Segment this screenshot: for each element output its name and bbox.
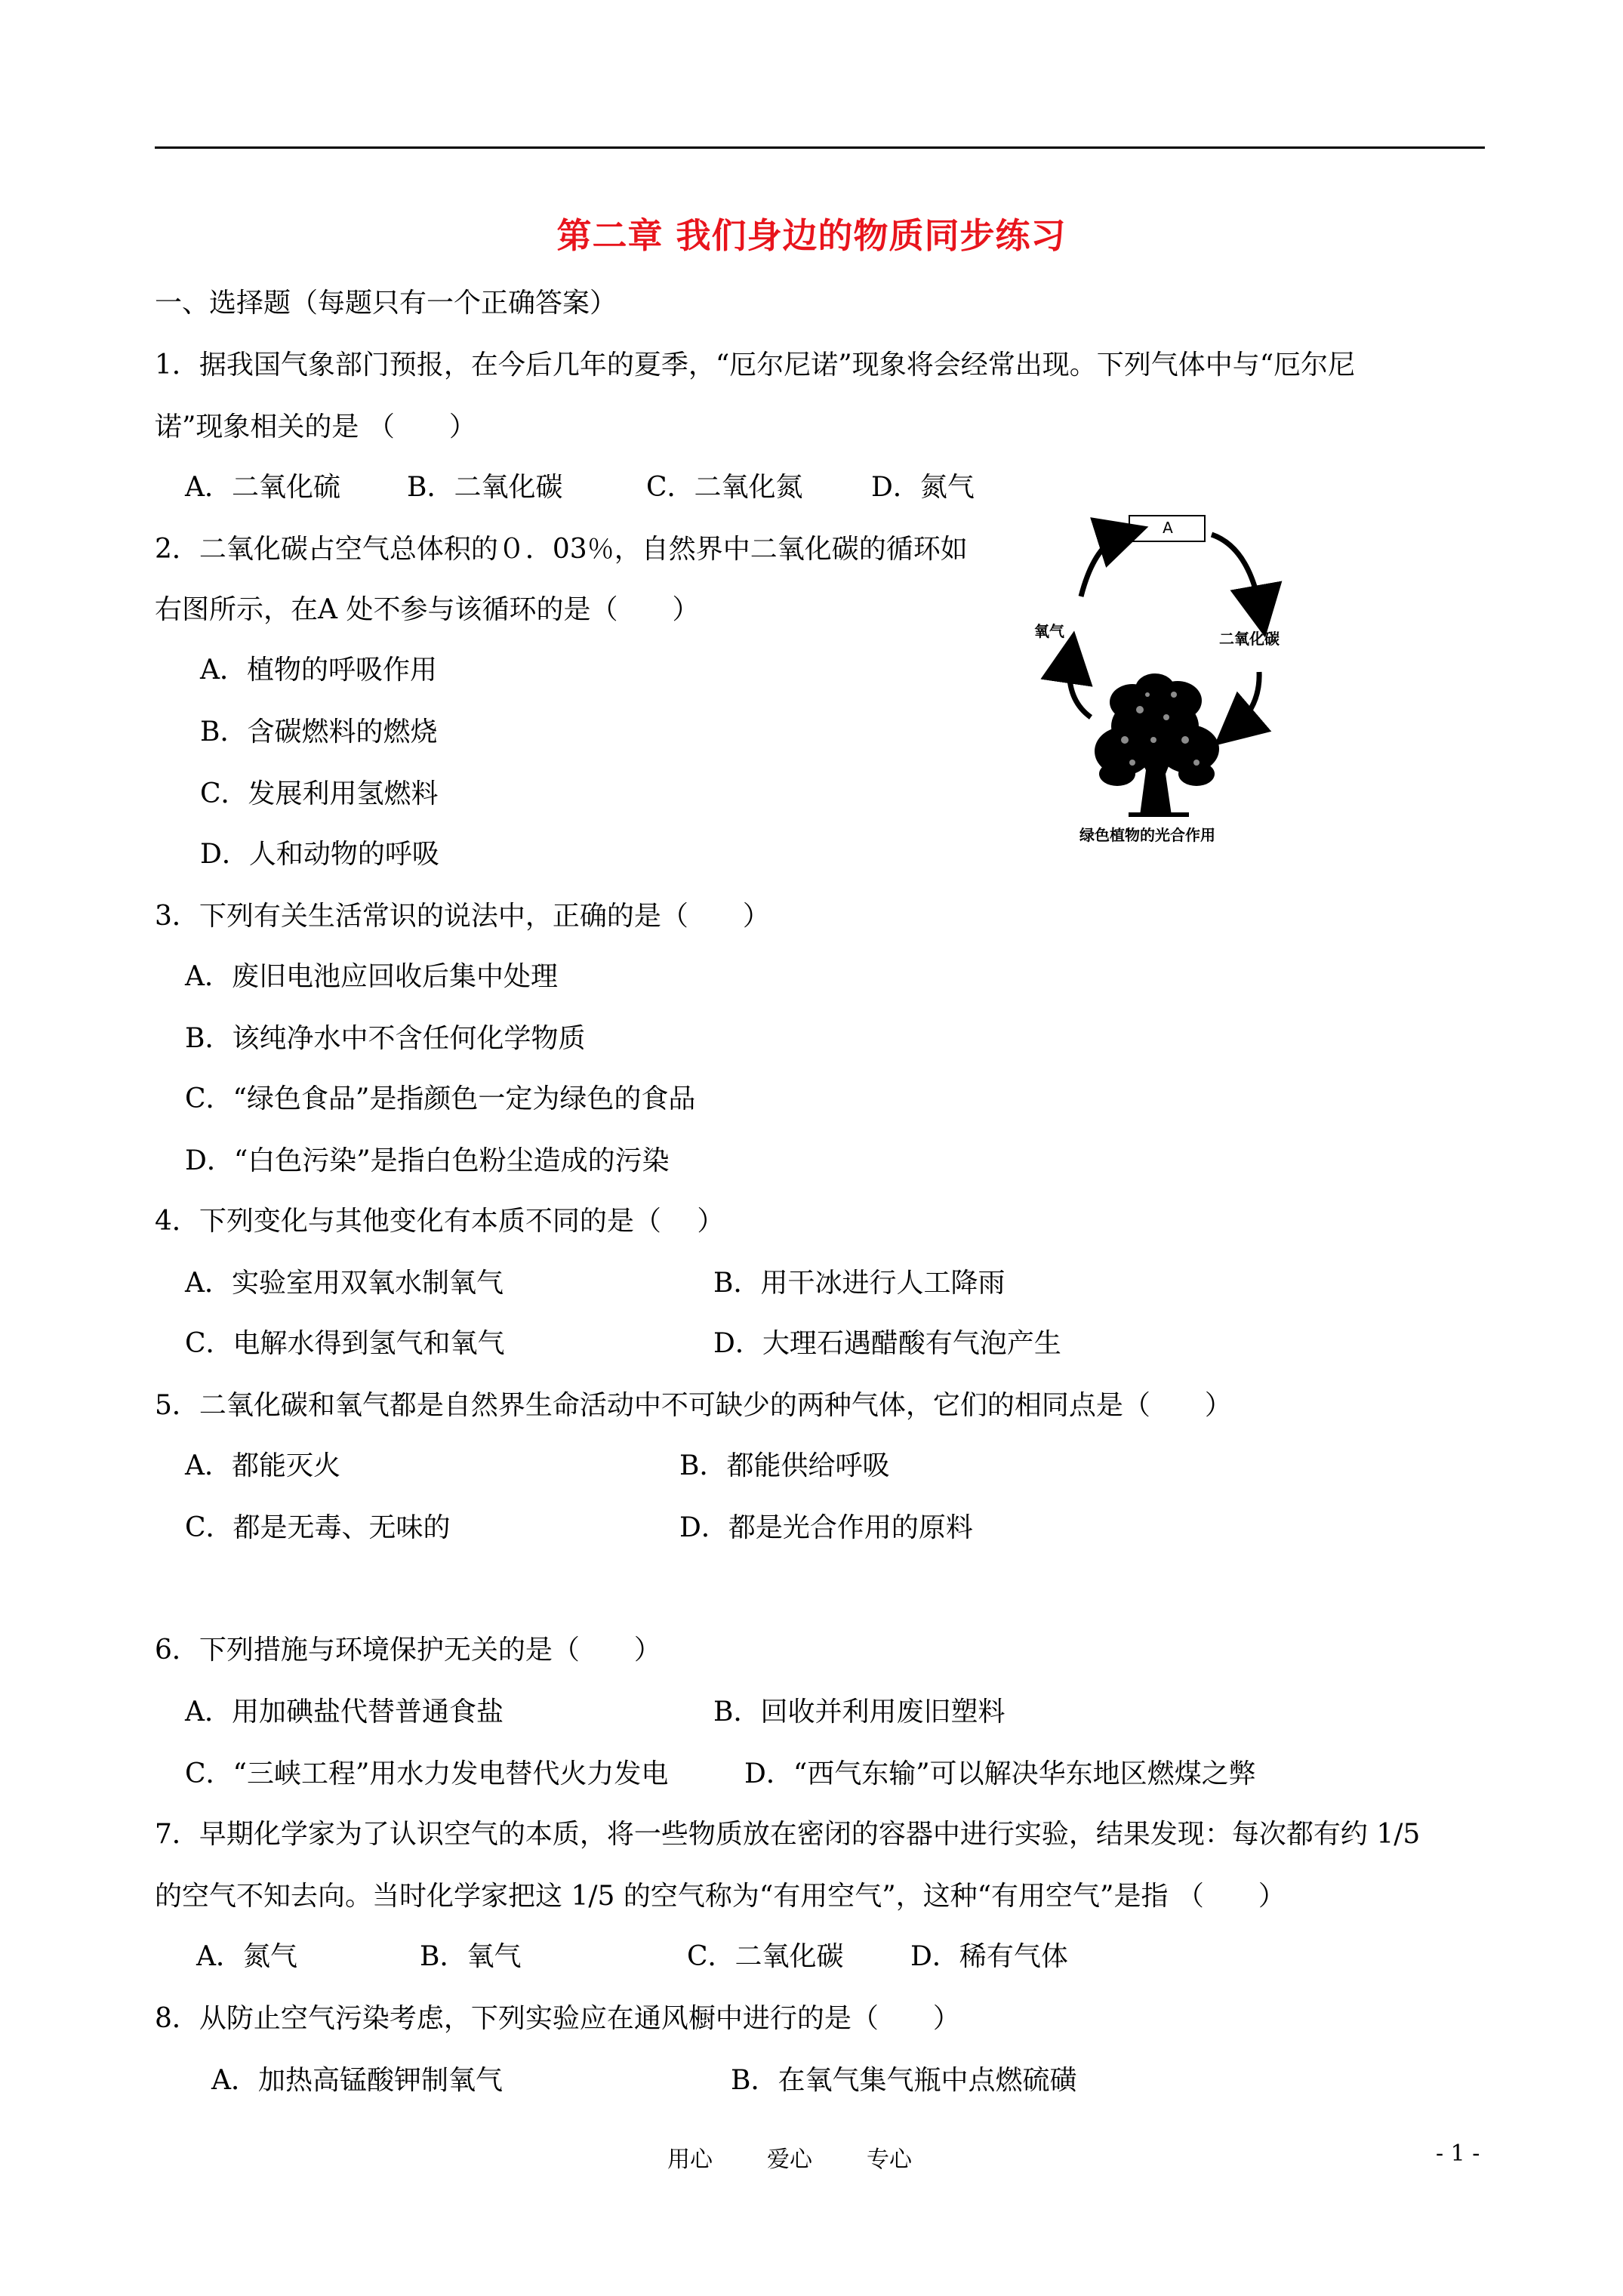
question-3-stem: 3．下列有关生活常识的说法中，正确的是（ ） bbox=[155, 901, 770, 932]
box-a-label: A bbox=[1163, 519, 1173, 537]
arrow-oxygen-to-a bbox=[1081, 535, 1123, 596]
question-5-stem: 5．二氧化碳和氧气都是自然界生命活动中不可缺少的两种气体，它们的相同点是（ ） bbox=[155, 1390, 1232, 1421]
section-heading: 一、选择题（每题只有一个正确答案） bbox=[155, 288, 617, 319]
footer-right: 专心 bbox=[867, 2147, 912, 2173]
page-number: - 1 - bbox=[1436, 2140, 1480, 2167]
arrow-co2-to-plant bbox=[1234, 672, 1259, 729]
question-8-option-a: A．加热高锰酸钾制氧气 bbox=[211, 2065, 503, 2096]
question-1-stem-line-1: 1．据我国气象部门预报，在今后几年的夏季，“厄尔尼诺”现象将会经常出现。下列气体中与“厄尔尼 bbox=[155, 350, 1356, 381]
question-3-option-d: D．“白色污染”是指白色粉尘造成的污染 bbox=[185, 1145, 670, 1176]
question-7-stem-line-2: 的空气不知去向。当时化学家把这 1/5 的空气称为“有用空气”，这种“有用空气”是指 （ ） bbox=[155, 1881, 1286, 1912]
question-4-option-c: C．电解水得到氢气和氧气 bbox=[185, 1328, 505, 1359]
question-6-option-b: B．回收并利用废旧塑料 bbox=[713, 1697, 1006, 1727]
question-1-option-b: B．二氧化碳 bbox=[407, 472, 563, 503]
footer-middle: 爱心 bbox=[767, 2147, 812, 2173]
question-5-option-d: D．都是光合作用的原料 bbox=[679, 1512, 973, 1543]
question-5-option-a: A．都能灭火 bbox=[185, 1450, 340, 1481]
question-2-option-b: B．含碳燃料的燃烧 bbox=[200, 717, 438, 747]
question-3-option-a: A．废旧电池应回收后集中处理 bbox=[185, 961, 558, 992]
question-8-stem: 8．从防止空气污染考虑，下列实验应在通风橱中进行的是（ ） bbox=[155, 2003, 960, 2034]
question-3-option-b: B．该纯净水中不含任何化学物质 bbox=[185, 1023, 586, 1054]
question-4-option-d: D．大理石遇醋酸有气泡产生 bbox=[713, 1328, 1061, 1359]
page-title: 第二章 我们身边的物质同步练习 bbox=[556, 215, 1067, 256]
question-2-option-a: A．植物的呼吸作用 bbox=[200, 655, 437, 686]
arrow-plant-to-oxygen bbox=[1070, 657, 1091, 717]
question-1-option-a: A．二氧化硫 bbox=[185, 472, 340, 503]
question-8-option-b: B．在氧气集气瓶中点燃硫磺 bbox=[731, 2065, 1077, 2096]
question-1-option-d: D．氮气 bbox=[871, 472, 975, 503]
question-7-option-c: C．二氧化碳 bbox=[687, 1941, 844, 1972]
diagram-caption: 绿色植物的光合作用 bbox=[1079, 826, 1215, 844]
oxygen-label: 氧气 bbox=[1034, 622, 1064, 640]
question-7-option-b: B．氧气 bbox=[420, 1941, 522, 1972]
arrow-a-to-co2 bbox=[1212, 535, 1261, 612]
question-4-stem: 4．下列变化与其他变化有本质不同的是（ ） bbox=[155, 1206, 725, 1237]
question-6-option-c: C．“三峡工程”用水力发电替代火力发电 bbox=[185, 1758, 669, 1789]
question-1-stem-line-2: 诺”现象相关的是 （ ） bbox=[155, 411, 476, 442]
question-7-option-d: D．稀有气体 bbox=[910, 1941, 1068, 1972]
question-4-option-a: A．实验室用双氧水制氧气 bbox=[185, 1268, 504, 1299]
question-7-stem-line-1: 7．早期化学家为了认识空气的本质，将一些物质放在密闭的容器中进行实验，结果发现：每次都有约 1/5 bbox=[155, 1819, 1421, 1850]
question-7-option-a: A．氮气 bbox=[196, 1941, 297, 1972]
question-6-option-d: D．“西气东输”可以解决华东地区燃煤之弊 bbox=[744, 1758, 1256, 1789]
co2-label: 二氧化碳 bbox=[1219, 630, 1280, 648]
question-2-option-d: D．人和动物的呼吸 bbox=[200, 839, 439, 870]
header-rule bbox=[155, 146, 1485, 149]
carbon-cycle-diagram bbox=[1034, 513, 1283, 846]
question-5-option-c: C．都是无毒、无味的 bbox=[185, 1512, 451, 1543]
question-1-option-c: C．二氧化氮 bbox=[646, 472, 803, 503]
question-4-option-b: B．用干冰进行人工降雨 bbox=[713, 1268, 1006, 1299]
question-5-option-b: B．都能供给呼吸 bbox=[679, 1450, 890, 1481]
question-2-stem-line-1: 2．二氧化碳占空气总体积的０．03％，自然界中二氧化碳的循环如 bbox=[155, 534, 968, 565]
tree-icon bbox=[1095, 673, 1219, 817]
question-3-option-c: C．“绿色食品”是指颜色一定为绿色的食品 bbox=[185, 1083, 696, 1114]
question-2-stem-line-2: 右图所示，在A 处不参与该循环的是（ ） bbox=[155, 594, 700, 625]
question-6-stem: 6．下列措施与环境保护无关的是（ ） bbox=[155, 1635, 661, 1666]
footer-left: 用心 bbox=[667, 2147, 713, 2173]
carbon-cycle-figure bbox=[1034, 513, 1283, 846]
question-2-option-c: C．发展利用氢燃料 bbox=[200, 778, 439, 809]
question-6-option-a: A．用加碘盐代替普通食盐 bbox=[185, 1697, 504, 1727]
